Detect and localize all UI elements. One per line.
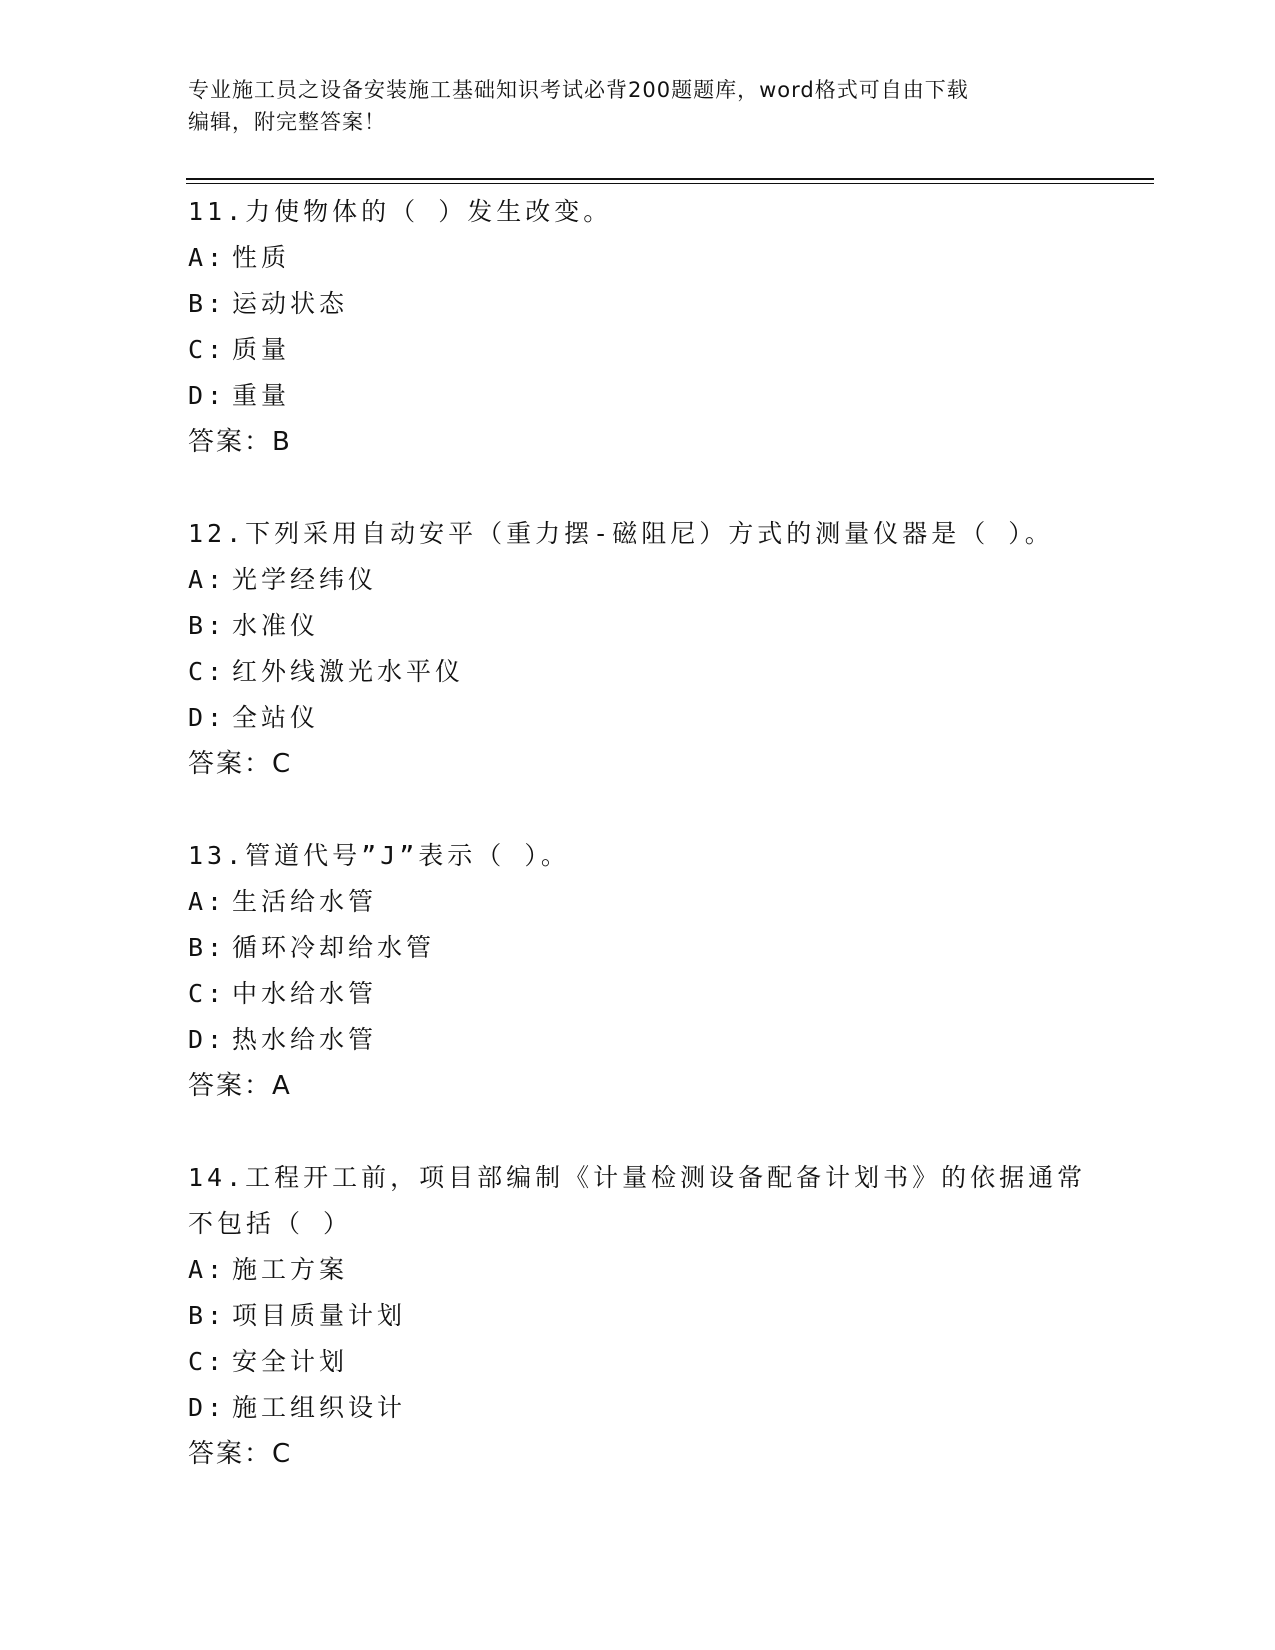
option-letter: B: bbox=[188, 611, 227, 640]
option-c bbox=[188, 649, 1088, 695]
question-14 bbox=[188, 1155, 1088, 1477]
option-b bbox=[188, 1293, 1088, 1339]
answer-label: 答案： bbox=[188, 1439, 273, 1469]
answer-line bbox=[188, 419, 1088, 465]
option-a bbox=[188, 235, 1088, 281]
question-11 bbox=[188, 189, 1088, 465]
answer-line bbox=[188, 741, 1088, 787]
option-letter: D: bbox=[188, 1393, 227, 1422]
option-b bbox=[188, 603, 1088, 649]
document-header bbox=[188, 74, 1088, 138]
option-c bbox=[188, 327, 1088, 373]
option-text: 施工组织设计 bbox=[232, 1393, 407, 1422]
question-stem-line-2: 不包括（ ） bbox=[188, 1209, 353, 1238]
option-letter: B: bbox=[188, 289, 227, 318]
option-letter: D: bbox=[188, 703, 227, 732]
answer-value: B bbox=[272, 427, 292, 457]
option-letter: A: bbox=[188, 887, 227, 916]
option-c bbox=[188, 971, 1088, 1017]
option-text: 热水给水管 bbox=[232, 1025, 378, 1054]
header-divider-thick bbox=[186, 178, 1154, 180]
option-a bbox=[188, 1247, 1088, 1293]
option-text: 安全计划 bbox=[232, 1347, 349, 1376]
answer-label: 答案： bbox=[188, 1071, 273, 1101]
option-letter: A: bbox=[188, 1255, 227, 1284]
option-letter: D: bbox=[188, 1025, 227, 1054]
header-title-line-2: 编辑，附完整答案！ bbox=[188, 110, 386, 134]
question-list bbox=[188, 189, 1088, 1523]
option-text: 红外线激光水平仪 bbox=[232, 657, 465, 686]
option-letter: C: bbox=[188, 335, 227, 364]
option-text: 中水给水管 bbox=[232, 979, 378, 1008]
header-title-line-1: 专业施工员之设备安装施工基础知识考试必背200题题库，word格式可自由下载 bbox=[188, 78, 969, 102]
option-d bbox=[188, 373, 1088, 419]
question-stem-line-1: 14.工程开工前，项目部编制《计量检测设备配备计划书》的依据通常 bbox=[188, 1163, 1087, 1192]
option-d bbox=[188, 1385, 1088, 1431]
option-text: 循环冷却给水管 bbox=[232, 933, 436, 962]
option-a bbox=[188, 879, 1088, 925]
option-text: 质量 bbox=[232, 335, 291, 364]
option-text: 全站仪 bbox=[232, 703, 320, 732]
option-text: 性质 bbox=[232, 243, 291, 272]
answer-value: C bbox=[272, 1439, 293, 1469]
option-text: 水准仪 bbox=[232, 611, 320, 640]
option-d bbox=[188, 1017, 1088, 1063]
option-text: 生活给水管 bbox=[232, 887, 378, 916]
option-d bbox=[188, 695, 1088, 741]
answer-label: 答案： bbox=[188, 749, 273, 779]
header-divider-thin bbox=[186, 183, 1154, 184]
question-stem: 12.下列采用自动安平（重力摆-磁阻尼）方式的测量仪器是（ ）。 bbox=[188, 519, 1054, 548]
option-text: 重量 bbox=[232, 381, 291, 410]
question-12 bbox=[188, 511, 1088, 787]
option-letter: B: bbox=[188, 1301, 227, 1330]
option-letter: A: bbox=[188, 243, 227, 272]
answer-value: A bbox=[272, 1071, 292, 1101]
answer-label: 答案： bbox=[188, 427, 273, 457]
option-b bbox=[188, 925, 1088, 971]
answer-line bbox=[188, 1431, 1088, 1477]
answer-value: C bbox=[272, 749, 293, 779]
option-letter: C: bbox=[188, 1347, 227, 1376]
question-13 bbox=[188, 833, 1088, 1109]
option-text: 施工方案 bbox=[232, 1255, 349, 1284]
option-letter: B: bbox=[188, 933, 227, 962]
option-letter: D: bbox=[188, 381, 227, 410]
option-text: 运动状态 bbox=[232, 289, 349, 318]
option-letter: A: bbox=[188, 565, 227, 594]
option-letter: C: bbox=[188, 657, 227, 686]
option-a bbox=[188, 557, 1088, 603]
question-stem: 11.力使物体的（ ）发生改变。 bbox=[188, 197, 613, 226]
option-letter: C: bbox=[188, 979, 227, 1008]
question-stem: 13.管道代号”J”表示（ ）。 bbox=[188, 841, 570, 870]
option-text: 项目质量计划 bbox=[232, 1301, 407, 1330]
answer-line bbox=[188, 1063, 1088, 1109]
option-c bbox=[188, 1339, 1088, 1385]
option-text: 光学经纬仪 bbox=[232, 565, 378, 594]
option-b bbox=[188, 281, 1088, 327]
